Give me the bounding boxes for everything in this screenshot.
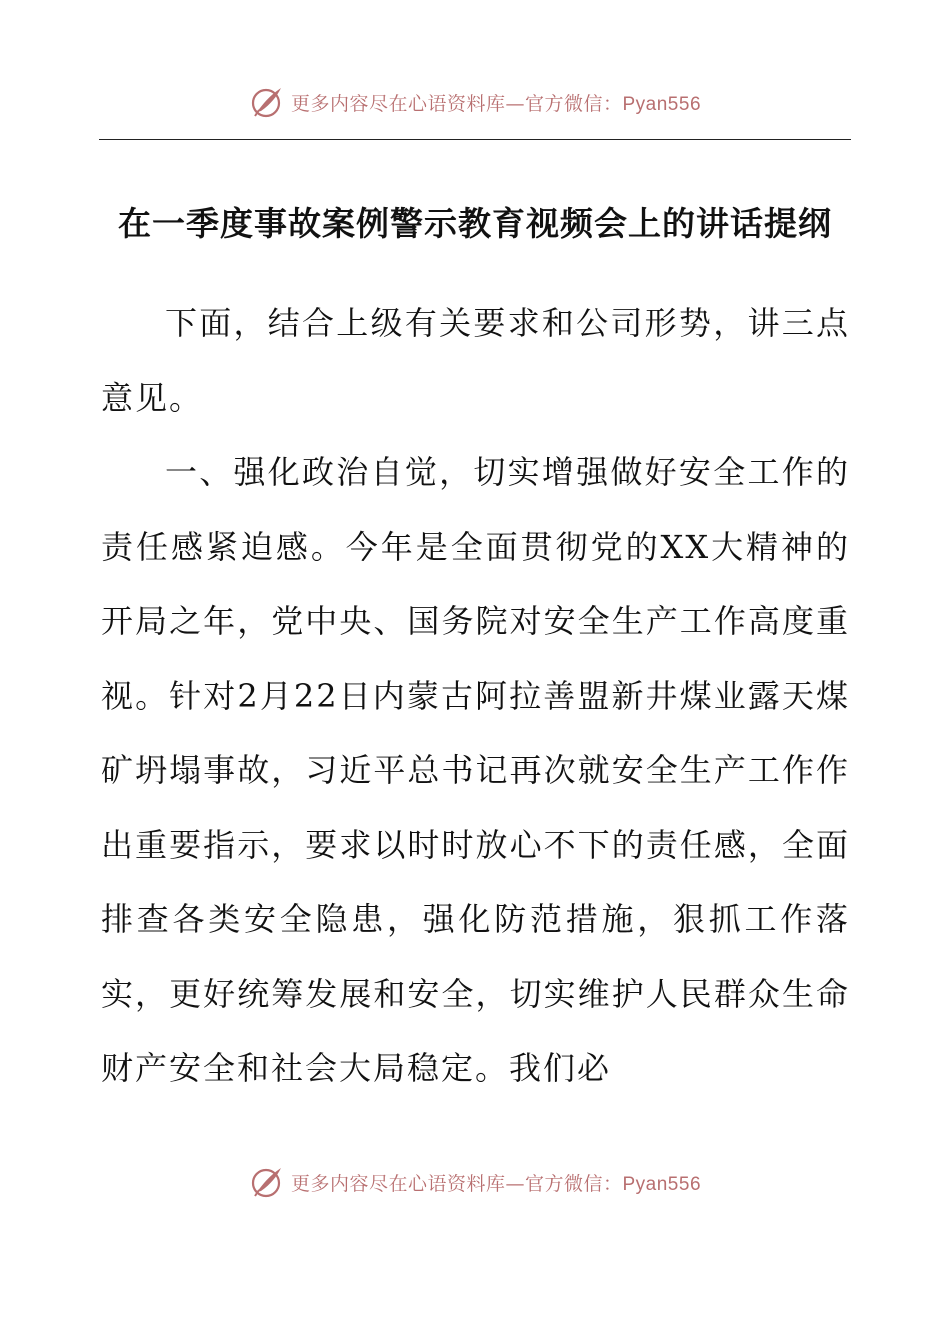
header-watermark	[0, 82, 950, 122]
watermark-text: 更多内容尽在心语资料库—官方微信：Pyan556	[290, 92, 702, 115]
watermark-wechat-id: Pyan556	[622, 93, 702, 115]
paragraph-intro: 下面，结合上级有关要求和公司形势，讲三点意见。	[101, 304, 850, 417]
quill-logo-icon	[249, 1164, 285, 1200]
document-body	[101, 286, 850, 1106]
header-divider	[99, 139, 851, 140]
footer-watermark	[0, 1162, 950, 1202]
quill-logo-icon	[249, 84, 285, 120]
document-title: 在一季度事故案例警示教育视频会上的讲话提纲	[118, 204, 832, 243]
paragraph-section-one: 一、强化政治自觉，切实增强做好安全工作的责任感紧迫感。今年是全面贯彻党的XX大精神的开局之年，党中央、国务院对安全生产工作高度重视。针对2月22日内蒙古阿拉善盟新井煤业露天煤矿坍塌事故，习近平总书记再次就安全生产工作作出重要指示，要求以时时放心不下的责任感，全面排查各类安全隐患，强化防范措施，狠抓工作落实，更好统筹发展和安全，切实维护人民群众生命财产安全和社会大局稳定。我们必	[101, 453, 850, 1087]
watermark-text: 更多内容尽在心语资料库—官方微信：Pyan556	[290, 1172, 702, 1195]
watermark-wechat-id: Pyan556	[622, 1173, 702, 1195]
